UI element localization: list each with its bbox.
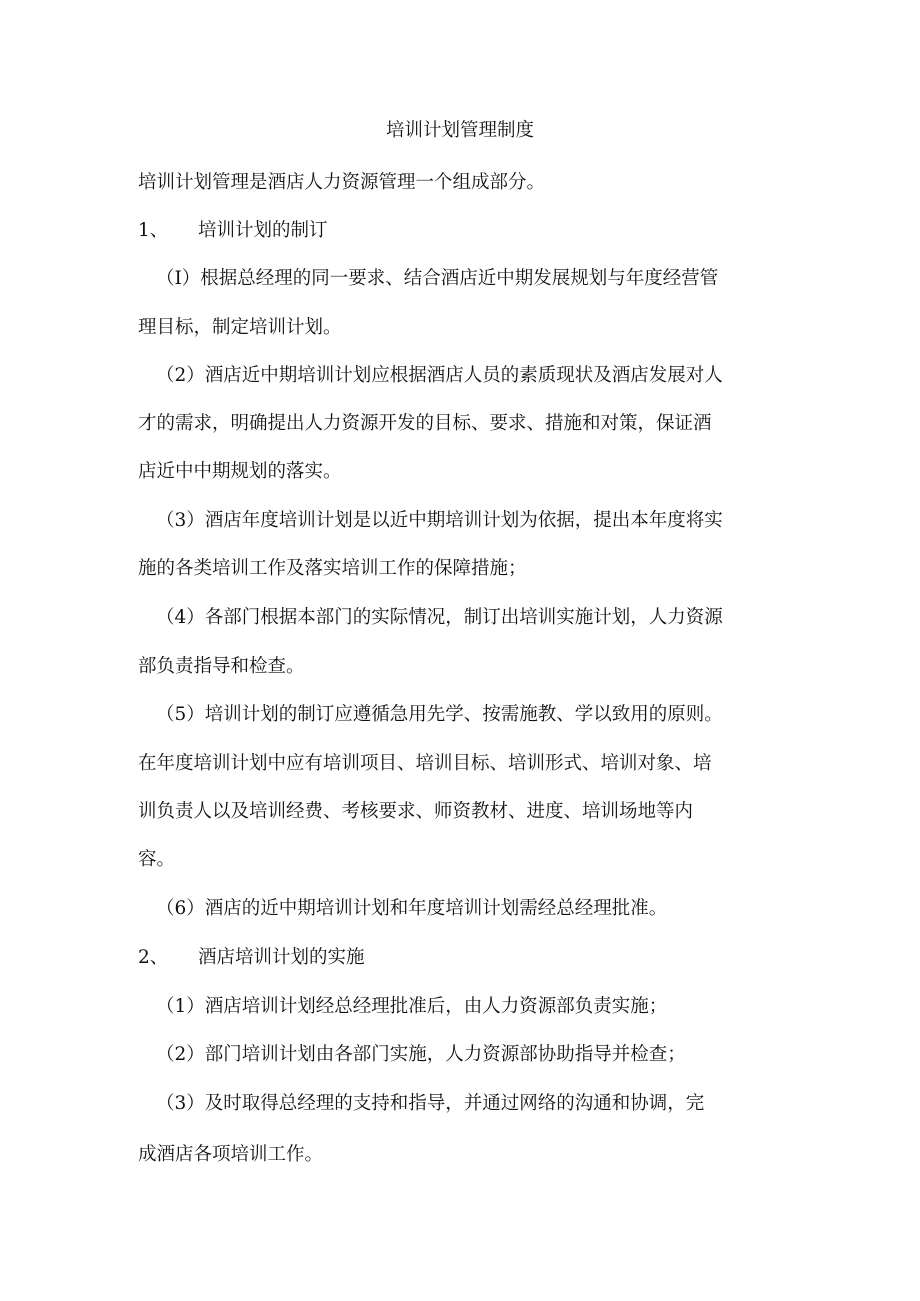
section-title: 培训计划的制订 — [198, 220, 328, 241]
text-line: （1）酒店培训计划经总经理批准后，由人力资源部负责实施； — [156, 996, 668, 1017]
text-line: （3）酒店年度培训计划是以近中期培训计划为依据，提出本年度将实 — [156, 510, 723, 531]
text-line: （3）及时取得总经理的支持和指导，并通过网络的沟通和协调，完 — [156, 1093, 705, 1114]
text-line: 成酒店各项培训工作。 — [138, 1144, 324, 1165]
section-title: 酒店培训计划的实施 — [198, 947, 365, 968]
intro-paragraph: 培训计划管理是酒店人力资源管理一个组成部分。 — [138, 172, 546, 193]
text-line: 容。 — [138, 849, 176, 870]
text-line: 才的需求，明确提出人力资源开发的目标、要求、措施和对策，保证酒 — [138, 413, 712, 434]
text-line: 在年度培训计划中应有培训项目、培训目标、培训形式、培训对象、培 — [138, 753, 712, 774]
text-line: （I）根据总经理的同一要求、结合酒店近中期发展规划与年度经营管 — [156, 268, 719, 289]
section-number: 2、 — [138, 947, 169, 968]
text-line: （2）部门培训计划由各部门实施，人力资源部协助指导并检查； — [156, 1044, 686, 1065]
text-line: 施的各类培训工作及落实培训工作的保障措施； — [138, 558, 527, 579]
text-line: （2）酒店近中期培训计划应根据酒店人员的素质现状及酒店发展对人 — [156, 365, 723, 386]
text-line: （6）酒店的近中期培训计划和年度培训计划需经总经理批准。 — [156, 898, 668, 919]
text-line: 部负责指导和检查。 — [138, 656, 305, 677]
page-title: 培训计划管理制度 — [385, 120, 534, 141]
text-line: 训负责人以及培训经费、考核要求、师资教材、进度、培训场地等内 — [138, 801, 694, 822]
text-line: （4）各部门根据本部门的实际情况，制订出培训实施计划，人力资源 — [156, 607, 723, 628]
text-line: 理目标，制定培训计划。 — [138, 317, 342, 338]
text-line: （5）培训计划的制订应遵循急用先学、按需施教、学以致用的原则。 — [156, 704, 723, 725]
text-line: 店近中中期规划的落实。 — [138, 461, 342, 482]
section-number: 1、 — [138, 220, 169, 241]
